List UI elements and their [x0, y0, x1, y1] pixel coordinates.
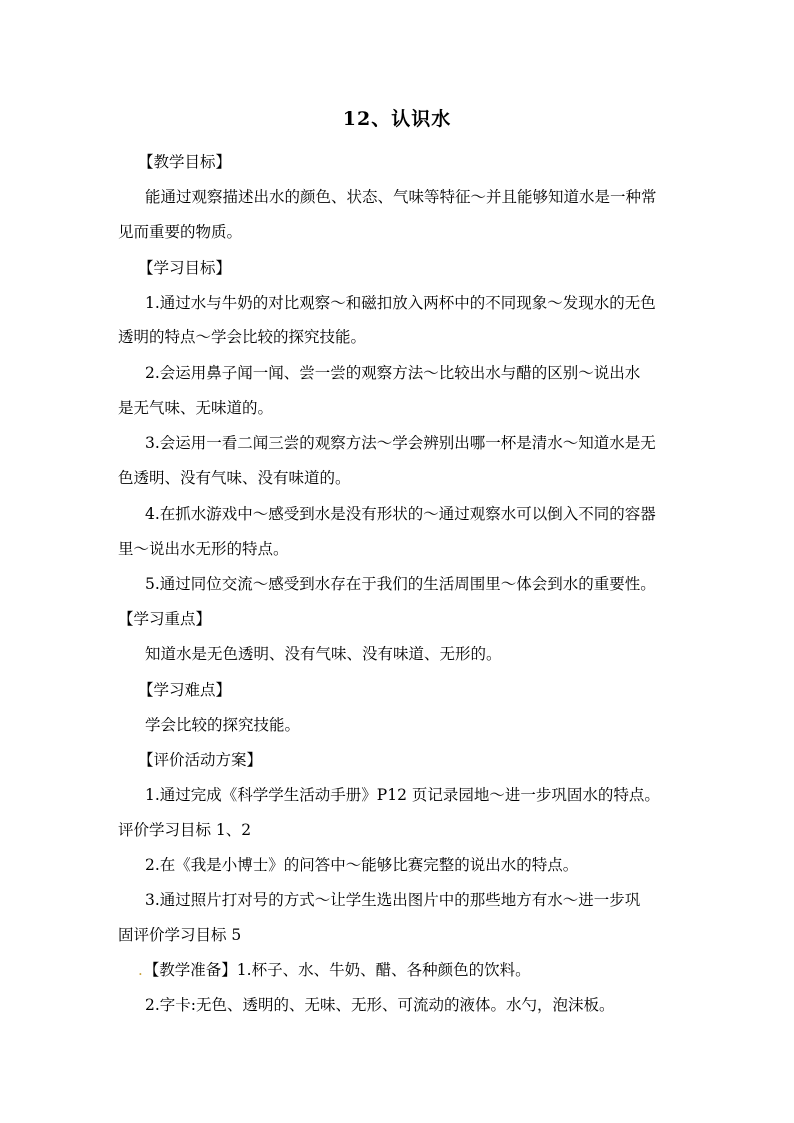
list-item-continuation: 固评价学习目标 5	[118, 926, 242, 944]
marker-dot: .	[138, 961, 143, 979]
list-item: 4.在抓水游戏中～感受到水是没有形状的～通过观察水可以倒入不同的容器	[145, 505, 656, 523]
list-item: 3.通过照片打对号的方式～让学生选出图片中的那些地方有水～进一步巩	[145, 891, 641, 909]
paragraph-line: 学会比较的探究技能。	[145, 716, 301, 734]
list-item: 1.通过水与牛奶的对比观察～和磁扣放入两杯中的不同现象～发现水的无色	[145, 294, 656, 312]
preparation-heading: 【教学准备】	[143, 961, 237, 979]
evaluation-heading: 【评价活动方案】	[138, 751, 263, 769]
list-item: 3.会运用一看二闻三尝的观察方法～学会辨别出哪一杯是清水～知道水是无	[145, 434, 656, 452]
list-item: 5.通过同位交流～感受到水存在于我们的生活周围里～体会到水的重要性。	[145, 575, 656, 593]
page-title: 12、认识水	[342, 108, 452, 130]
difficulty-heading: 【学习难点】	[138, 681, 232, 699]
preparation-line	[138, 960, 531, 980]
list-item-continuation: 里～说出水无形的特点。	[118, 540, 289, 558]
preparation-item: 2.字卡:无色、透明的、无味、无形、可流动的液体。水勺，泡沫板。	[145, 996, 615, 1014]
list-item: 2.会运用鼻子闻一闻、尝一尝的观察方法～比较出水与醋的区别～说出水	[145, 364, 641, 382]
list-item: 2.在《我是小博士》的问答中～能够比赛完整的说出水的特点。	[145, 856, 579, 874]
list-item-continuation: 是无气味、无味道的。	[118, 399, 274, 417]
list-item-continuation: 评价学习目标 1、2	[118, 821, 252, 839]
paragraph-line: 见而重要的物质。	[118, 223, 243, 241]
paragraph-line: 知道水是无色透明、没有气味、没有味道、无形的。	[145, 645, 502, 663]
list-item: 1.通过完成《科学学生活动手册》P12 页记录园地～进一步巩固水的特点。	[145, 786, 660, 804]
list-item-continuation: 透明的特点～学会比较的探究技能。	[118, 328, 367, 346]
list-item-continuation: 色透明、没有气味、没有味道的。	[118, 469, 351, 487]
paragraph-line: 能通过观察描述出水的颜色、状态、气味等特征～并且能够知道水是一种常	[145, 188, 657, 206]
preparation-item: 1.杯子、水、牛奶、醋、各种颜色的饮料。	[236, 961, 531, 979]
learning-goal-heading: 【学习目标】	[138, 259, 232, 277]
teaching-goal-heading: 【教学目标】	[138, 153, 232, 171]
key-point-heading: 【学习重点】	[118, 610, 212, 628]
